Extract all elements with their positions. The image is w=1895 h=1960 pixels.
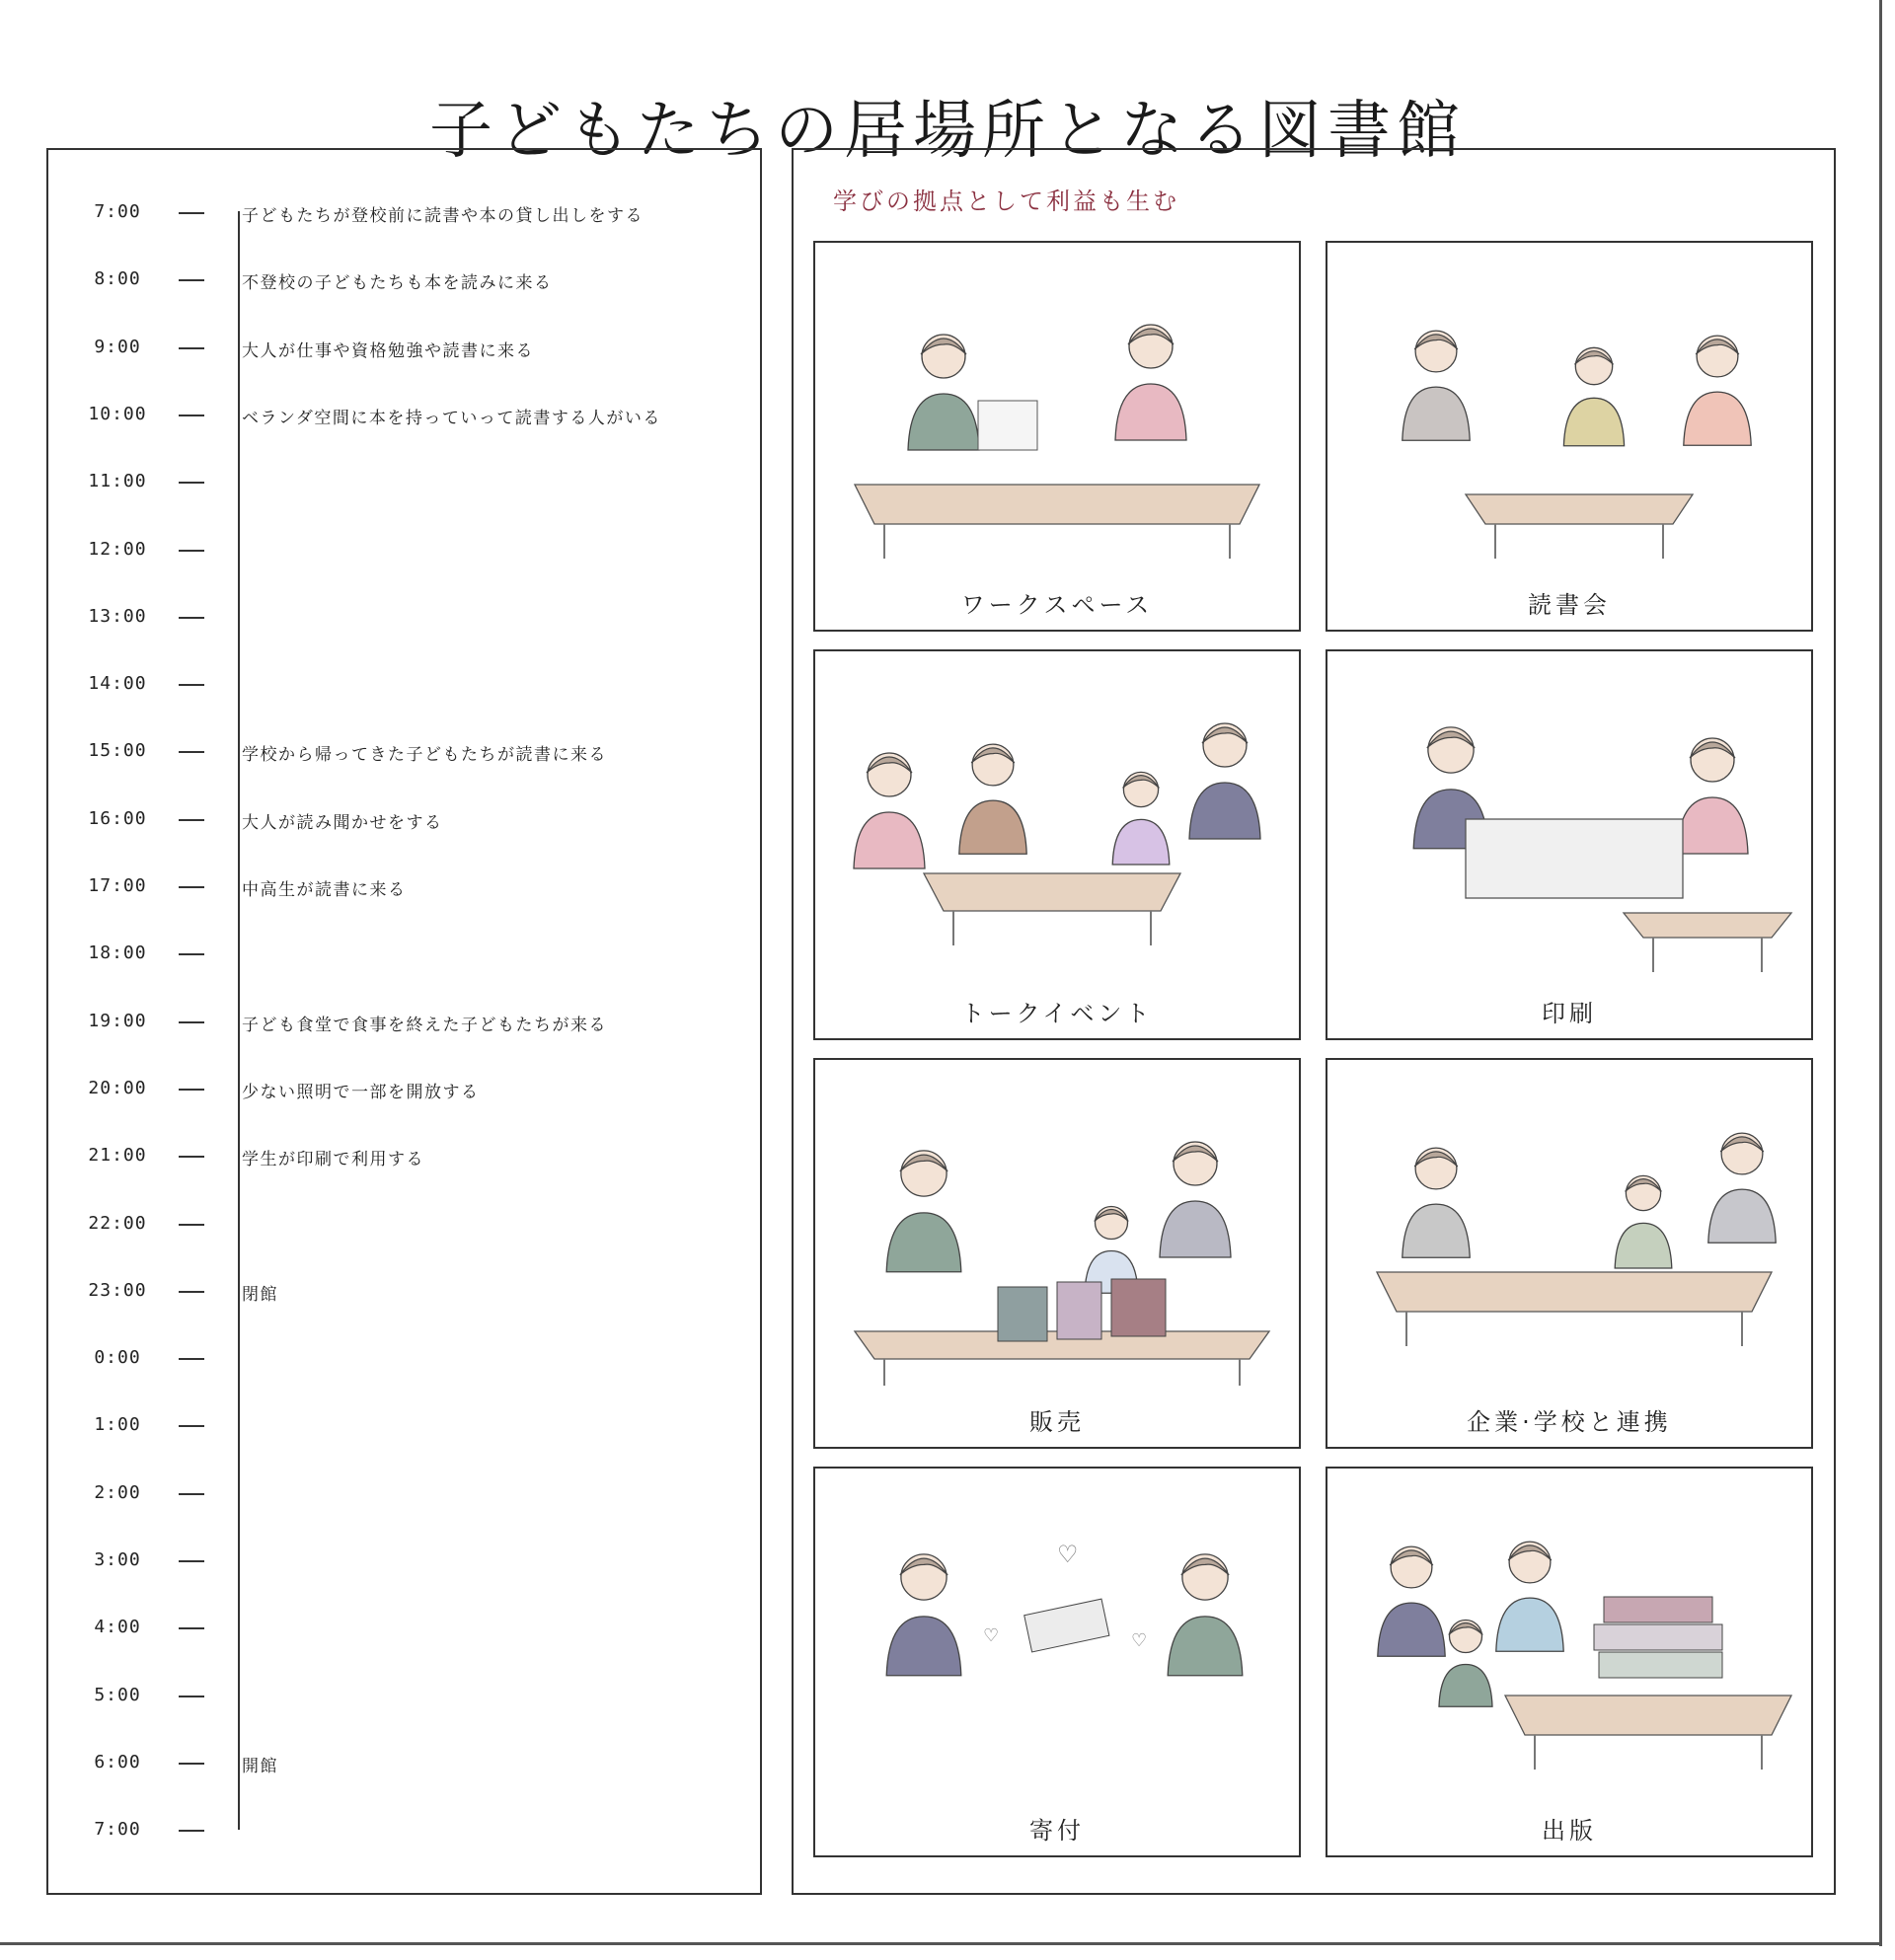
timeline-event: 閉館 bbox=[242, 1284, 278, 1305]
timeline-event: 少ない照明で一部を開放する bbox=[242, 1082, 480, 1102]
timeline-panel bbox=[46, 148, 762, 1895]
timeline-tick-mark bbox=[179, 819, 204, 821]
activity-label: 販売 bbox=[1029, 1408, 1085, 1436]
timeline-tick-mark bbox=[179, 550, 204, 552]
activity-card bbox=[813, 1058, 1301, 1449]
activity-card bbox=[1326, 1058, 1813, 1449]
timeline-time: 1:00 bbox=[94, 1414, 141, 1436]
sales-illustration-icon bbox=[815, 1060, 1299, 1386]
timeline-tick-mark bbox=[179, 751, 204, 753]
page-border-right bbox=[1879, 0, 1882, 1946]
timeline-event: 学生が印刷で利用する bbox=[242, 1150, 424, 1170]
timeline-tick-mark bbox=[179, 347, 204, 349]
timeline-time: 17:00 bbox=[88, 875, 147, 896]
timeline-time: 6:00 bbox=[94, 1751, 141, 1772]
timeline-time: 11:00 bbox=[88, 471, 147, 492]
timeline-time: 4:00 bbox=[94, 1617, 141, 1638]
timeline-tick-mark bbox=[179, 1830, 204, 1832]
timeline-time: 22:00 bbox=[88, 1212, 147, 1234]
timeline-axis bbox=[238, 211, 240, 1830]
timeline-time: 20:00 bbox=[88, 1077, 147, 1098]
timeline-tick-mark bbox=[179, 1425, 204, 1427]
timeline-time: 16:00 bbox=[88, 807, 147, 829]
activity-card bbox=[813, 1467, 1301, 1857]
timeline-time: 19:00 bbox=[88, 1010, 147, 1031]
activity-label: 出版 bbox=[1542, 1817, 1597, 1845]
svg-text:♡: ♡ bbox=[1131, 1630, 1148, 1651]
activity-label: ワークスペース bbox=[960, 591, 1154, 619]
timeline-tick-mark bbox=[179, 1627, 204, 1629]
activity-label: トークイベント bbox=[960, 1000, 1154, 1027]
activity-label: 寄付 bbox=[1029, 1817, 1085, 1845]
activity-panel bbox=[792, 148, 1836, 1895]
activity-subtitle: 学びの拠点として利益も生む bbox=[833, 188, 1179, 215]
activity-label: 印刷 bbox=[1542, 1000, 1597, 1027]
timeline-time: 2:00 bbox=[94, 1481, 141, 1503]
timeline-time: 21:00 bbox=[88, 1145, 147, 1167]
timeline-time: 18:00 bbox=[88, 942, 147, 964]
timeline-event: 学校から帰ってきた子どもたちが読書に来る bbox=[242, 745, 607, 766]
timeline-tick-mark bbox=[179, 1089, 204, 1091]
timeline-event: ベランダ空間に本を持っていって読書する人がいる bbox=[242, 408, 661, 428]
timeline-tick-mark bbox=[179, 1224, 204, 1226]
activity-card bbox=[1326, 649, 1813, 1040]
timeline-tick-mark bbox=[179, 953, 204, 955]
timeline-tick-mark bbox=[179, 279, 204, 281]
timeline-tick-mark bbox=[179, 482, 204, 484]
timeline-event: 子どもたちが登校前に読書や本の貸し出しをする bbox=[242, 206, 644, 226]
timeline-time: 10:00 bbox=[88, 403, 147, 424]
svg-text:♡: ♡ bbox=[983, 1625, 1000, 1646]
page-border-bottom bbox=[0, 1942, 1882, 1945]
timeline-tick-mark bbox=[179, 684, 204, 686]
activity-label: 企業·学校と連携 bbox=[1467, 1408, 1672, 1436]
workspace-illustration-icon bbox=[815, 243, 1299, 568]
timeline-time: 23:00 bbox=[88, 1279, 147, 1301]
timeline-event: 開館 bbox=[242, 1756, 278, 1776]
printing-illustration-icon bbox=[1327, 651, 1811, 977]
partnership-illustration-icon bbox=[1327, 1060, 1811, 1386]
timeline-time: 7:00 bbox=[94, 1819, 141, 1841]
timeline-time: 12:00 bbox=[88, 538, 147, 560]
timeline-tick-mark bbox=[179, 617, 204, 619]
timeline-time: 9:00 bbox=[94, 336, 141, 357]
donation-illustration-icon bbox=[815, 1469, 1299, 1794]
activity-card bbox=[1326, 241, 1813, 632]
activity-label: 読書会 bbox=[1528, 591, 1611, 619]
activity-card bbox=[813, 649, 1301, 1040]
timeline-tick-mark bbox=[179, 1560, 204, 1562]
publishing-illustration-icon bbox=[1327, 1469, 1811, 1794]
reading-club-illustration-icon bbox=[1327, 243, 1811, 568]
timeline-time: 0:00 bbox=[94, 1347, 141, 1369]
timeline-tick-mark bbox=[179, 1358, 204, 1360]
timeline-tick-mark bbox=[179, 1021, 204, 1023]
timeline-event: 子ども食堂で食事を終えた子どもたちが来る bbox=[242, 1015, 607, 1035]
timeline-time: 8:00 bbox=[94, 268, 141, 290]
svg-text:♡: ♡ bbox=[1057, 1541, 1079, 1568]
timeline-event: 大人が読み聞かせをする bbox=[242, 812, 443, 833]
page-title: 子どもたちの居場所となる図書館 bbox=[429, 94, 1466, 168]
talk-event-illustration-icon bbox=[815, 651, 1299, 977]
timeline-event: 大人が仕事や資格勉強や読書に来る bbox=[242, 340, 534, 361]
timeline-time: 13:00 bbox=[88, 605, 147, 627]
timeline-time: 5:00 bbox=[94, 1684, 141, 1705]
timeline-tick-mark bbox=[179, 1493, 204, 1495]
timeline-tick-mark bbox=[179, 415, 204, 416]
timeline-time: 15:00 bbox=[88, 740, 147, 762]
timeline-tick-mark bbox=[179, 212, 204, 214]
timeline-event: 不登校の子どもたちも本を読みに来る bbox=[242, 273, 553, 294]
timeline-time: 14:00 bbox=[88, 673, 147, 695]
timeline-tick-mark bbox=[179, 886, 204, 888]
timeline-tick-mark bbox=[179, 1156, 204, 1158]
timeline-event: 中高生が読書に来る bbox=[242, 880, 407, 900]
timeline-time: 3:00 bbox=[94, 1549, 141, 1570]
timeline-tick-mark bbox=[179, 1291, 204, 1293]
timeline-tick-mark bbox=[179, 1696, 204, 1697]
activity-card bbox=[1326, 1467, 1813, 1857]
timeline-time: 7:00 bbox=[94, 201, 141, 222]
activity-card bbox=[813, 241, 1301, 632]
timeline-tick-mark bbox=[179, 1763, 204, 1765]
